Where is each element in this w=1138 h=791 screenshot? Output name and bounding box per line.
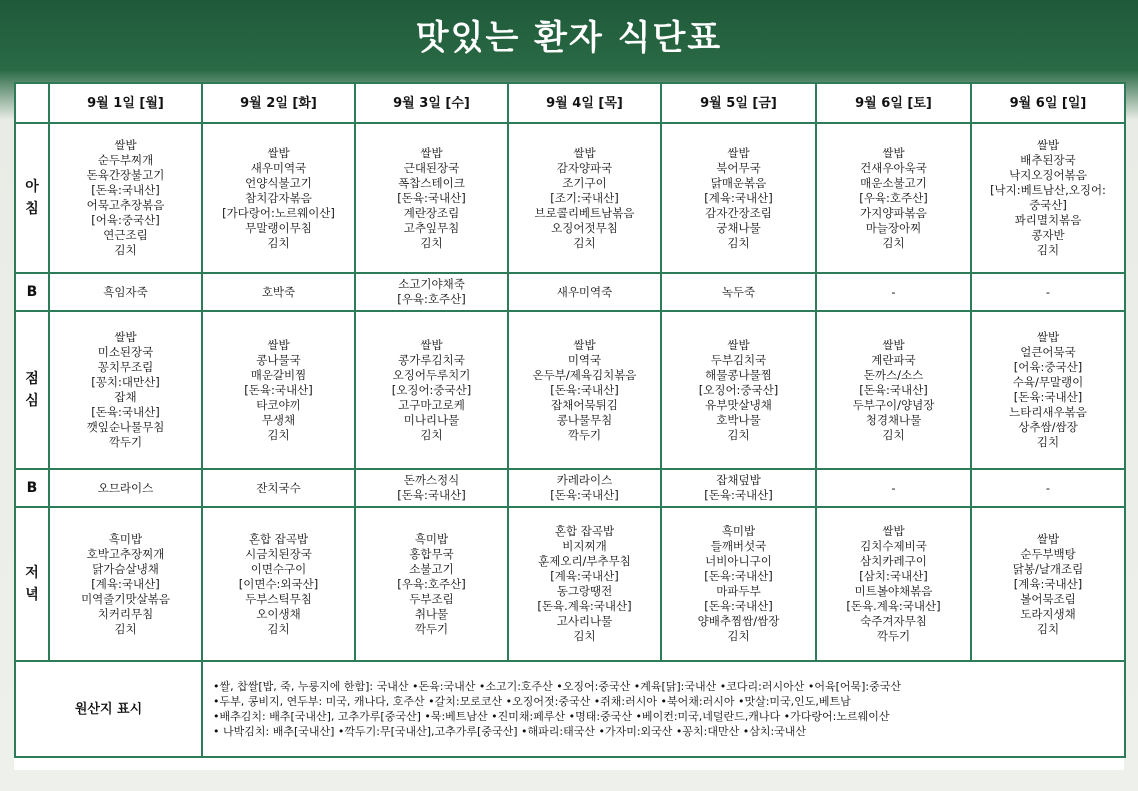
menu-item: 두부구이/양념장: [852, 397, 935, 412]
menu-item: 마늘장아찌: [865, 220, 922, 235]
menu-item: 김치: [114, 243, 137, 257]
menu-item: 감자양파국: [556, 160, 613, 175]
menu-cell: [661, 273, 816, 311]
menu-item: 김치: [1036, 621, 1060, 636]
menu-item: 순두부백탕: [1020, 546, 1076, 561]
menu-item: 어묵고추장볶음: [86, 198, 165, 212]
meal-label: [15, 123, 49, 273]
menu-item: [돈육:국내산]: [244, 382, 313, 397]
menu-item: [우육:호주산]: [859, 190, 928, 205]
menu-item: [돈육:국내산]: [397, 488, 466, 502]
menu-item: 중국산]: [1029, 198, 1067, 212]
menu-item: 쌀밥: [1036, 531, 1060, 546]
menu-cell: [202, 311, 355, 469]
menu-cell: [508, 123, 661, 273]
menu-table-container: [14, 82, 1124, 770]
day-header: 9월 3일 [수]: [355, 83, 508, 123]
menu-item: 북어무국: [716, 160, 761, 175]
day-header: 9월 6일 [일]: [971, 83, 1125, 123]
menu-item: -: [891, 480, 896, 495]
meal-label-char: 저: [25, 565, 39, 581]
menu-cell: [816, 311, 971, 469]
menu-item: 상추쌈/쌈장: [1018, 420, 1078, 434]
menu-item: 녹두죽: [721, 284, 756, 299]
menu-item: 김치수제비국: [860, 539, 927, 553]
menu-item: 고사리나물: [556, 614, 613, 628]
menu-item: [우육:호주산]: [397, 292, 466, 306]
dinner-row: [15, 507, 1125, 661]
menu-item: [삼치:국내산]: [859, 569, 928, 583]
day-header: 9월 2일 [화]: [202, 83, 355, 123]
menu-cell: [508, 273, 661, 311]
menu-item: 느타리새우볶음: [1009, 405, 1087, 419]
menu-item: 오이생채: [256, 606, 301, 621]
origin-line: •두부, 콩비지, 연두부: 미국, 캐나다, 호주산 •갈치:모로코산 •오징어젓:중국산 •쥐채:러시아 •북어채:러시아 •맛살:미국,인도,베트남: [213, 695, 851, 708]
menu-item: 김치: [1036, 435, 1060, 449]
menu-item: [돈육:국내산]: [704, 569, 773, 583]
menu-item: [오징어:중국산]: [698, 382, 779, 397]
menu-item: 쌀밥: [727, 337, 750, 352]
menu-cell: [355, 311, 508, 469]
menu-item: 깍두기: [876, 629, 911, 643]
snack-row-1: [15, 273, 1125, 311]
meal-label-char: 점: [25, 371, 39, 387]
menu-item: 꽁치무조림: [97, 360, 154, 374]
menu-item: 미소된장국: [97, 345, 154, 359]
menu-item: 감자간장조림: [705, 205, 772, 220]
menu-item: 연근조림: [103, 228, 148, 242]
menu-item: 도라지생채: [1020, 606, 1076, 621]
menu-item: [돈육.계육:국내산]: [537, 599, 632, 613]
menu-item: 계란장조림: [403, 205, 460, 220]
menu-item: [돈육:국내산]: [704, 488, 773, 502]
menu-item: 폭찹스테이크: [398, 175, 465, 190]
menu-item: 쌀밥: [882, 337, 905, 352]
menu-item: 양배추찜쌈/쌈장: [697, 614, 780, 628]
menu-cell: [661, 311, 816, 469]
menu-item: 두부조림: [409, 591, 454, 606]
menu-item: 매운소불고기: [860, 175, 927, 190]
menu-cell: [816, 507, 971, 661]
menu-cell: [49, 123, 202, 273]
meal-label-char: 침: [25, 201, 39, 217]
origin-line: •쌀, 찹쌀[밥, 죽, 누룽지에 한함]: 국내산 •돈육:국내산 •소고기:호주산 •오징어:중국산 •계육[닭]:국내산 •코다리:러시아산 •어육[어묵]:중국산: [213, 680, 901, 693]
menu-cell: [971, 469, 1125, 507]
menu-item: 미역국: [567, 352, 602, 367]
menu-item: 두부김치국: [710, 352, 767, 367]
menu-item: [돈육:국내산]: [397, 190, 466, 205]
menu-item: 언양식불고기: [245, 175, 312, 190]
menu-item: -: [1045, 480, 1051, 495]
menu-item: 콩가루김치국: [398, 352, 465, 367]
menu-item: 두부스틱무침: [245, 591, 312, 606]
menu-item: 콩나물국: [256, 352, 301, 367]
menu-item: 쌀밥: [882, 524, 905, 538]
menu-item: [계육:국내산]: [91, 576, 160, 591]
menu-item: 쌀밥: [1036, 138, 1060, 152]
menu-item: [오징어:중국산]: [391, 382, 472, 397]
menu-item: [돈육:국내산]: [550, 382, 619, 397]
menu-item: 흑미밥: [721, 524, 756, 538]
day-header: 9월 6일 [토]: [816, 83, 971, 123]
menu-cell: [202, 507, 355, 661]
menu-item: [돈육:국내산]: [91, 183, 160, 197]
menu-item: 숙주겨자무침: [860, 614, 927, 628]
menu-item: 참치감자볶음: [245, 190, 312, 205]
menu-item: 고구마고로케: [398, 397, 465, 412]
meal-label: B: [15, 469, 49, 507]
meal-label: [15, 311, 49, 469]
day-header: 9월 4일 [목]: [508, 83, 661, 123]
menu-item: 미나리나물: [403, 412, 460, 427]
menu-item: 쌀밥: [267, 337, 290, 352]
menu-cell: [49, 273, 202, 311]
menu-item: 김치: [267, 235, 290, 250]
menu-table: [14, 82, 1126, 758]
menu-cell: [816, 273, 971, 311]
menu-item: 깍두기: [414, 621, 449, 636]
menu-item: 삼치카레구이: [860, 554, 927, 568]
menu-item: 호박고추장찌개: [86, 546, 165, 561]
menu-item: [돈육:국내산]: [550, 488, 619, 502]
menu-item: 무말랭이무침: [245, 220, 312, 235]
menu-item: [돈육:국내산]: [91, 405, 160, 419]
menu-item: 훈제오리/부추무침: [538, 554, 631, 568]
menu-item: 계란파국: [871, 352, 916, 367]
menu-item: [돈육:국내산]: [1013, 390, 1083, 404]
origin-row: [15, 661, 1125, 757]
origin-line: •배추김치: 배추[국내산], 고추가루[중국산] •묵:베트남산 •진미채:페루산 •명태:중국산 •베이컨:미국,네덜란드,캐나다 •가다랑어:노르웨이산: [213, 710, 890, 723]
menu-item: 쌀밥: [882, 145, 905, 160]
menu-item: 매운갈비찜: [250, 367, 307, 382]
menu-item: 배추된장국: [1020, 153, 1076, 167]
menu-item: 너비아니구이: [705, 554, 772, 568]
menu-item: -: [1045, 284, 1051, 299]
menu-item: 홍합무국: [409, 546, 454, 561]
menu-item: 호박죽: [261, 284, 296, 299]
menu-item: 닭가슴살냉채: [92, 561, 159, 576]
menu-item: 타코야끼: [256, 397, 301, 412]
menu-item: 치커리무침: [97, 606, 154, 621]
menu-item: [돈육.계육:국내산]: [846, 599, 941, 613]
meal-label: [15, 507, 49, 661]
menu-item: 해물콩나물찜: [705, 367, 772, 382]
menu-item: [돈육:국내산]: [704, 599, 773, 613]
menu-item: 쌀밥: [573, 145, 596, 160]
breakfast-row: [15, 123, 1125, 273]
menu-item: 수육/무말랭이: [1012, 375, 1084, 389]
menu-cell: [355, 469, 508, 507]
menu-item: [돈육:국내산]: [859, 382, 928, 397]
meal-label-char: 심: [25, 393, 39, 409]
menu-item: 동그랑땡전: [556, 584, 613, 598]
menu-item: [우육:호주산]: [397, 576, 466, 591]
menu-item: 쌀밥: [114, 330, 137, 344]
menu-item: 소고기야채죽: [398, 277, 465, 291]
menu-item: 오징어젓무침: [551, 220, 618, 235]
menu-item: 얼큰어묵국: [1020, 345, 1076, 359]
menu-item: 김치: [267, 621, 290, 636]
menu-item: [낙지:베트남산,오징어:: [990, 183, 1106, 197]
menu-item: 깍두기: [108, 435, 143, 449]
menu-cell: [508, 507, 661, 661]
menu-item: [어육:중국산]: [91, 213, 160, 227]
menu-item: 궁채나물: [716, 220, 761, 235]
menu-item: 이면수구이: [250, 561, 307, 576]
menu-cell: [355, 507, 508, 661]
menu-item: 호박나물: [716, 412, 761, 427]
menu-item: 브로콜리베트남볶음: [534, 205, 635, 220]
menu-item: 김치: [1036, 243, 1060, 257]
menu-item: 새우미역죽: [556, 284, 613, 299]
menu-item: 들깨버섯국: [710, 539, 767, 553]
menu-item: 김치: [114, 621, 137, 636]
meal-label-char: 아: [25, 179, 39, 195]
menu-item: 혼합 잡곡밥: [554, 524, 615, 538]
day-header: 9월 1일 [월]: [49, 83, 202, 123]
origin-label: 원산지 표시: [15, 661, 202, 757]
menu-cell: [202, 273, 355, 311]
menu-item: 카레라이스: [556, 473, 613, 487]
menu-item: 흑임자죽: [103, 284, 148, 299]
meal-label-char: 녁: [25, 587, 39, 603]
menu-item: 마파두부: [716, 584, 761, 598]
menu-item: 깻잎순나물무침: [86, 420, 165, 434]
menu-item: 청경채나물: [865, 412, 922, 427]
menu-cell: [49, 311, 202, 469]
menu-item: 가지양파볶음: [860, 205, 927, 220]
menu-item: 잡채덮밥: [716, 473, 761, 487]
menu-item: 잡채어묵튀김: [551, 397, 618, 412]
menu-item: 시금치된장국: [245, 546, 312, 561]
menu-item: 김치: [727, 235, 750, 250]
menu-cell: [971, 123, 1125, 273]
page-title: 맛있는 환자 식단표: [415, 18, 723, 58]
menu-cell: [508, 469, 661, 507]
menu-cell: [661, 123, 816, 273]
menu-item: 김치: [573, 629, 596, 643]
menu-item: 쌀밥: [573, 337, 596, 352]
header-row: [15, 83, 1125, 123]
menu-cell: [971, 507, 1125, 661]
corner-cell: [15, 83, 49, 123]
menu-item: 김치: [727, 427, 750, 442]
menu-cell: [816, 469, 971, 507]
menu-item: 온두부/제육김치볶음: [532, 367, 637, 382]
menu-item: 돈까스정식: [403, 473, 460, 487]
menu-item: 새우미역국: [250, 160, 307, 175]
menu-item: 쌀밥: [114, 138, 137, 152]
menu-item: 깍두기: [567, 427, 602, 442]
menu-item: 돈까스/소스: [863, 367, 924, 382]
origin-text: [202, 661, 1125, 757]
menu-item: 김치: [420, 427, 443, 442]
menu-cell: [816, 123, 971, 273]
menu-item: 비지찌개: [562, 539, 607, 553]
menu-item: 김치: [882, 235, 905, 250]
menu-item: 잔치국수: [256, 480, 301, 495]
menu-cell: [355, 123, 508, 273]
menu-item: 쌀밥: [267, 145, 290, 160]
menu-cell: [971, 273, 1125, 311]
menu-item: 김치: [267, 427, 290, 442]
menu-item: 혼합 잡곡밥: [248, 531, 309, 546]
menu-item: [조기:국내산]: [550, 190, 619, 205]
menu-item: [계육:국내산]: [704, 190, 773, 205]
menu-item: [이면수:외국산]: [238, 576, 319, 591]
origin-line: • 나박김치: 배추[국내산] •깍두기:무[국내산],고추가루[중국산] •해파리:태국산 •가자미:외국산 •꽁치:대만산 •삼치:국내산: [213, 725, 807, 738]
menu-item: 오징어두루치기: [392, 367, 471, 382]
menu-item: 닭매운볶음: [710, 175, 767, 190]
menu-cell: [661, 469, 816, 507]
menu-item: 닭봉/날개조림: [1012, 561, 1084, 576]
menu-item: 김치: [727, 629, 750, 643]
menu-item: 돈육간장불고기: [86, 168, 165, 182]
menu-item: [가다랑어:노르웨이산]: [222, 205, 335, 220]
menu-cell: [49, 469, 202, 507]
menu-item: 건새우아욱국: [860, 160, 927, 175]
menu-item: 순두부찌개: [97, 153, 154, 167]
day-header: 9월 5일 [금]: [661, 83, 816, 123]
snack-row-2: [15, 469, 1125, 507]
menu-item: [계육:국내산]: [550, 569, 619, 583]
menu-cell: [508, 311, 661, 469]
menu-item: 김치: [882, 427, 905, 442]
menu-item: 유부맛살냉채: [705, 397, 772, 412]
menu-item: 쌀밥: [420, 145, 443, 160]
menu-cell: [49, 507, 202, 661]
menu-item: 취나물: [414, 606, 449, 621]
menu-item: 쌀밥: [1036, 330, 1060, 344]
menu-item: 꽈리멸치볶음: [1014, 213, 1082, 227]
menu-cell: [971, 311, 1125, 469]
menu-item: 흑미밥: [108, 531, 143, 546]
menu-item: 흑미밥: [414, 531, 449, 546]
lunch-row: [15, 311, 1125, 469]
menu-item: [어육:중국산]: [1013, 360, 1083, 374]
menu-cell: [355, 273, 508, 311]
menu-item: 볼어묵조림: [1020, 591, 1076, 606]
menu-item: 낙지오징어볶음: [1009, 168, 1087, 182]
menu-cell: [661, 507, 816, 661]
menu-item: 미트볼야채볶음: [854, 584, 933, 598]
menu-item: 조기구이: [562, 175, 607, 190]
menu-item: 쌀밥: [727, 145, 750, 160]
menu-item: 무생채: [261, 412, 296, 427]
menu-item: -: [891, 284, 896, 299]
menu-item: 잡채: [114, 390, 137, 404]
menu-item: 오므라이스: [97, 480, 154, 495]
meal-label: B: [15, 273, 49, 311]
menu-item: [계육:국내산]: [1013, 576, 1083, 591]
menu-item: 미역줄기맛살볶음: [81, 591, 170, 606]
menu-item: 고추잎무침: [403, 220, 460, 235]
menu-item: 근대된장국: [403, 160, 460, 175]
menu-item: 콩자반: [1031, 228, 1065, 242]
menu-item: 김치: [420, 235, 443, 250]
menu-item: [꽁치:대만산]: [91, 375, 160, 389]
menu-item: 쌀밥: [420, 337, 443, 352]
menu-item: 김치: [573, 235, 596, 250]
menu-item: 콩나물무침: [556, 412, 613, 427]
menu-cell: [202, 469, 355, 507]
menu-cell: [202, 123, 355, 273]
menu-item: 소불고기: [409, 561, 454, 576]
